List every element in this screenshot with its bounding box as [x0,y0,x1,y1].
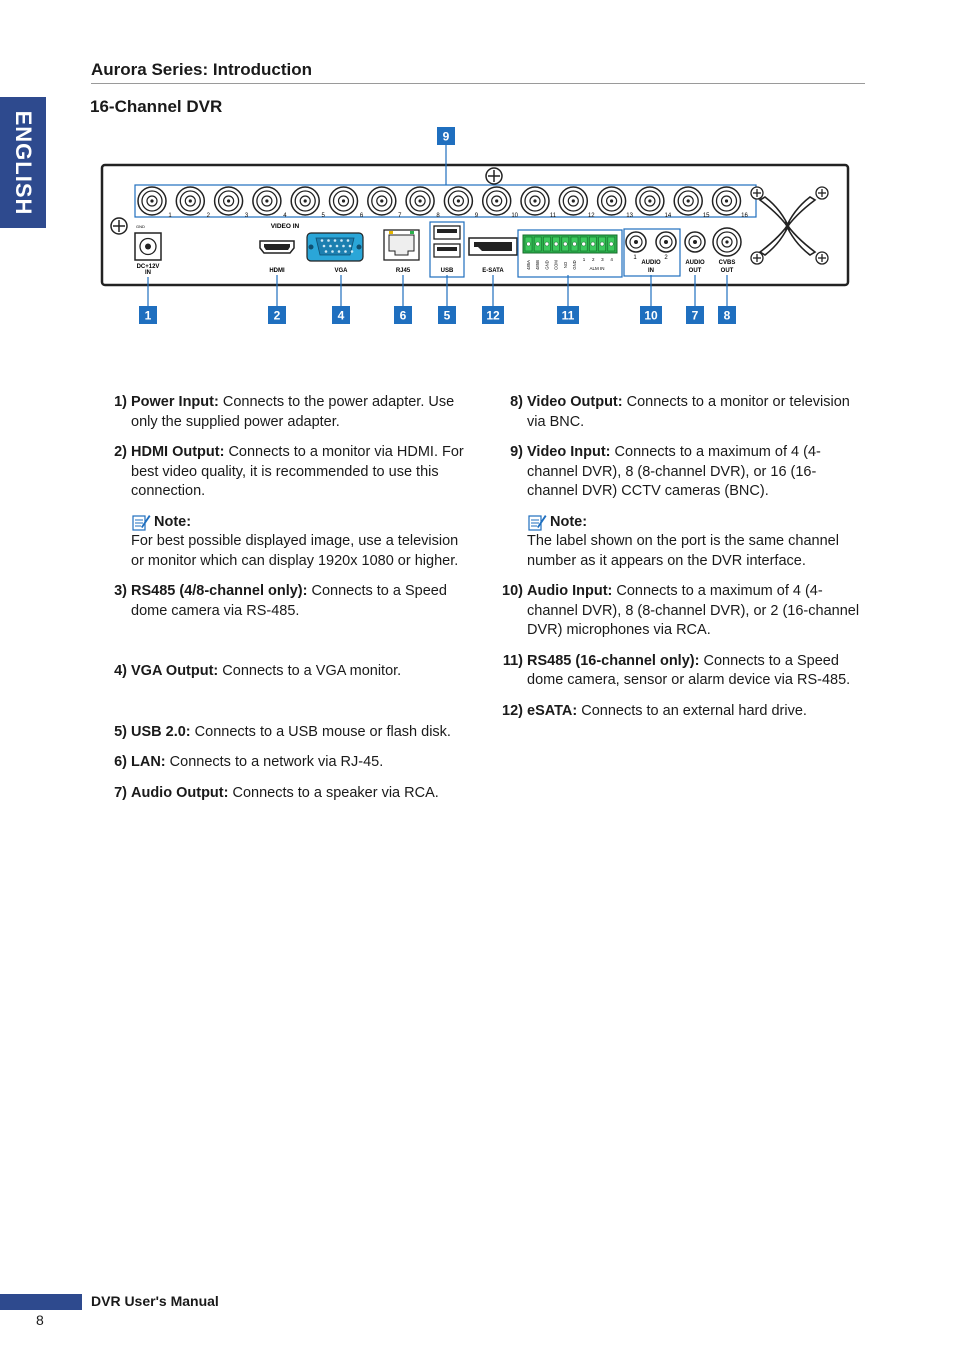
list-item-description: Connects to a USB mouse or flash disk. [190,723,451,740]
audio-in-label-line2: IN [648,268,654,274]
chassis-outline [102,165,848,285]
language-tab [0,97,46,228]
list-item-label: RS485 (4/8-channel only): [131,583,308,599]
video-in-bnc-port-15 [674,187,702,215]
list-item-label: HDMI Output: [131,444,225,460]
list-item-label: Audio Input: [527,583,613,599]
video-in-bnc-port-2 [176,187,204,215]
video-in-bnc-port-4 [253,187,281,215]
list-item [97,784,467,804]
list-item-description: Connects to a network via RJ-45. [165,754,384,770]
terminal-label: 485B [535,260,541,270]
rj45-port [384,230,419,260]
callout-text: 11 [561,308,575,323]
header-divider [91,83,865,84]
usb-label: USB [440,268,454,274]
section-title: 16-Channel DVR [90,97,223,116]
power-label-line1: DC+12V [136,264,160,270]
channel-number: 3 [244,213,249,219]
list-item-description: Connects to a monitor via HDMI. For best video quality, it is recommended to use this connection. [131,444,464,499]
note-text: For best possible displayed image, use a television or monitor which can display 1920x 1080 or higher. [131,533,459,569]
list-item-number: 6) [114,754,127,770]
channel-number: 2 [206,213,210,219]
video-in-bnc-port-1 [138,187,166,215]
callout-text: 12 [486,308,500,323]
list-item-number: 2) [114,444,127,460]
list-item-number: 12) [502,702,523,719]
gnd-label: GND [136,224,145,229]
list-item-description: Connects to a Speed dome camera via RS-485. [131,583,447,619]
power-input-port [135,233,161,260]
screw-icon-right-2 [816,187,828,199]
list-item-description: Connects to an external hard drive. [577,702,807,719]
list-item-number: 8) [510,394,523,410]
video-in-bnc-port-12 [559,187,587,215]
terminal-label: COM [553,260,559,270]
video-in-bnc-port-7 [368,187,396,215]
list-item [97,393,467,432]
chapter-title: Aurora Series: Introduction [91,60,313,79]
video-in-bnc-port-6 [330,187,358,215]
terminal-label: GND [572,260,577,270]
screw-icon-right-4 [816,252,828,264]
list-item [493,702,863,722]
list-item-label: LAN: [131,754,166,770]
alarm-number: 1 [582,257,586,262]
screw-icon-top [486,168,502,184]
video-in-bnc-port-10 [483,187,511,215]
audio-out-label-line1: AUDIO [685,260,705,266]
note-block [97,513,467,572]
cvbs-out-label-line1: CVBS [718,260,736,266]
esata-label: E-SATA [482,268,504,274]
alarm-number: 3 [601,257,604,262]
audio-in-num-2: 2 [664,255,668,261]
video-in-bnc-port-13 [598,187,626,215]
callout-text: 10 [644,308,658,323]
list-item-label: Video Input: [527,444,611,460]
list-item-description: Connects to a speaker via RCA. [228,784,439,801]
list-item-number: 5) [114,723,127,740]
list-item-description: Connects to a monitor or television via BNC. [527,394,850,430]
channel-number: 10 [511,213,519,219]
list-item-number: 3) [114,583,127,599]
list-item-label: RS485 (16-channel only): [527,652,700,669]
list-item [493,582,863,641]
list-item-number: 4) [114,663,127,679]
video-in-bnc-port-14 [636,187,664,215]
list-item-number: 1) [114,394,127,410]
list-item [97,723,467,743]
channel-number: 11 [549,213,557,219]
video-in-bnc-port-9 [444,187,472,215]
screw-icon-right-3 [751,252,763,264]
note-heading: Note: [527,513,863,533]
list-item [493,393,863,432]
channel-number: 5 [321,213,325,219]
list-item [493,652,863,691]
video-in-bnc-port-3 [215,187,243,215]
left-column [97,393,467,814]
alarm-number: 2 [591,257,595,262]
list-item-label: Video Output: [527,394,623,410]
footer-accent-bar [0,1294,82,1310]
vga-port [307,233,363,261]
callout-text: 6 [399,308,407,323]
channel-number: 4 [283,213,287,219]
note-block [493,513,863,572]
list-item [493,443,863,502]
video-in-bnc-port-16 [713,187,741,215]
list-item-description: Connects to the power adapter. Use only the supplied power adapter. [131,394,455,430]
list-item-number: 9) [510,444,523,460]
dvr-rear-panel-diagram [100,125,860,335]
channel-number: 16 [741,213,748,219]
list-item-description: Connects to a maximum of 4 (4-channel DVR), 8 (8-channel DVR), or 16 (16-channel DVR) CCTV cameras (BNC). [527,444,821,499]
list-item-number: 10) [502,583,523,599]
list-item-description: Connects to a maximum of 4 (4-channel DVR), 8 (8-channel DVR), or 2 (16-channel DVR) microphones via RCA. [527,583,860,638]
list-item [97,582,467,621]
note-text: The label shown on the port is the same channel number as it appears on the DVR interface. [527,533,839,569]
callout-text: 1 [144,308,152,323]
video-in-label: VIDEO IN [270,223,300,230]
channel-number: 12 [587,213,595,219]
list-item [97,443,467,502]
footer-title: DVR User's Manual [91,1293,219,1309]
callout-text: 4 [337,308,345,323]
channel-number: 9 [474,213,479,219]
right-column [493,393,863,732]
list-item [97,662,467,682]
channel-number: 15 [702,213,710,219]
list-item-label: eSATA: [527,702,578,719]
list-item-description: Connects to a Speed dome camera, sensor or alarm device via RS-485. [527,652,851,688]
callout-text: 2 [273,308,281,323]
audio-out-port [685,232,705,252]
list-item [97,753,467,773]
audio-in-label-line1: AUDIO [641,260,661,266]
channel-number: 6 [359,213,364,219]
video-in-bnc-port-8 [406,187,434,215]
page-number: 8 [36,1312,44,1328]
list-item-label: USB 2.0: [131,723,191,740]
callout-text: 7 [691,308,699,323]
esata-port [469,238,517,255]
callout-text-9: 9 [442,129,450,144]
rj45-label: RJ45 [395,268,411,274]
channel-number: 13 [626,213,633,219]
list-item-number: 11) [502,652,523,669]
terminal-label: 485A [526,260,531,270]
hdmi-port [260,241,294,253]
channel-number: 8 [436,213,440,219]
callout-text: 5 [443,308,451,323]
rear-panel-svg [100,125,860,335]
screw-icon-right-1 [751,187,763,199]
channel-number: 1 [168,213,172,219]
terminal-label: NO [562,261,568,269]
hdmi-label: HDMI [269,268,285,274]
alarm-number: 4 [610,257,613,262]
channel-number: 7 [398,213,402,219]
audio-in-num-1: 1 [633,255,637,261]
channel-number: 14 [664,213,672,219]
note-heading: Note: [131,513,467,533]
terminal-label: GND [544,260,550,270]
list-item-description: Connects to a VGA monitor. [218,663,402,679]
callout-text: 8 [723,308,731,323]
audio-out-label-line2: OUT [688,268,702,274]
power-label-line2: IN [145,270,151,276]
video-in-bnc-port-11 [521,187,549,215]
audio-in-port-2 [656,232,676,252]
list-item-label: VGA Output: [131,663,219,679]
list-item-label: Power Input: [131,394,219,410]
list-item-number: 7) [114,784,127,801]
language-tab-label: ENGLISH [11,110,36,215]
note-icon [131,513,151,531]
video-in-bnc-port-5 [291,187,319,215]
screw-icon-left [111,218,127,234]
alarm-in-label: ALM IN [589,266,605,271]
cvbs-out-bnc-port [713,228,741,256]
audio-in-port-1 [626,232,646,252]
list-item-label: Audio Output: [131,784,229,801]
rs485-alarm-terminal-block [523,235,617,253]
note-icon [527,513,547,531]
cvbs-out-label-line2: OUT [720,268,734,274]
vga-label: VGA [334,268,348,274]
